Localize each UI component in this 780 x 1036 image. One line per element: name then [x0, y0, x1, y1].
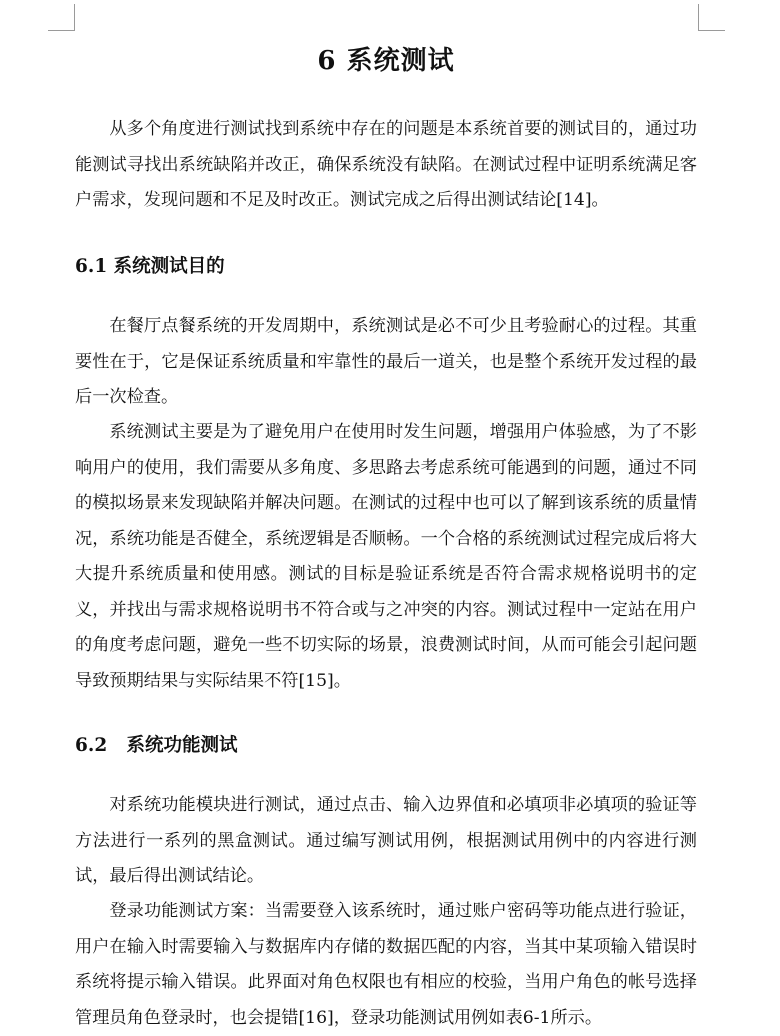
crop-mark-top-left — [48, 4, 75, 31]
crop-mark-top-right — [698, 4, 725, 31]
section-6-1-paragraph-1: 在餐厅点餐系统的开发周期中，系统测试是必不可少且考验耐心的过程。其重要性在于，它是保证系统质量和牢靠性的最后一道关，也是整个系统开发过程的最后一次检查。 — [75, 316, 697, 407]
section-title-6-1: 6.1 系统测试目的 — [75, 256, 225, 277]
section-6-2-paragraph-2: 登录功能测试方案：当需要登入该系统时，通过账户密码等功能点进行验证，用户在输入时需要输入与数据库内存储的数据匹配的内容，当其中某项输入错误时系统将提示输入错误。此界面对角色权限也有相应的校验，当用户角色的帐号选择管理员角色登录时，也会提错[16]，登录功能测试用例如表6-1所示。 — [75, 901, 697, 1028]
section-6-2-paragraph-1: 对系统功能模块进行测试，通过点击、输入边界值和必填项非必填项的验证等方法进行一系列的黑盒测试。通过编写测试用例，根据测试用例中的内容进行测试，最后得出测试结论。 — [75, 795, 697, 886]
chapter-intro-paragraph: 从多个角度进行测试找到系统中存在的问题是本系统首要的测试目的，通过功能测试寻找出系统缺陷并改正，确保系统没有缺陷。在测试过程中证明系统满足客户需求，发现问题和不足及时改正。测试完成之后得出测试结论[14]。 — [75, 119, 697, 210]
section-title-6-2: 6.2 系统功能测试 — [75, 735, 238, 756]
section-6-1-paragraph-2: 系统测试主要是为了避免用户在使用时发生问题，增强用户体验感，为了不影响用户的使用，我们需要从多角度、多思路去考虑系统可能遇到的问题，通过不同的模拟场景来发现缺陷并解决问题。在测试的过程中也可以了解到该系统的质量情况，系统功能是否健全，系统逻辑是否顺畅。一个合格的系统测试过程完成后将大大提升系统质量和使用感。测试的目标是验证系统是否符合需求规格说明书的定义，并找出与需求规格说明书不符合或与之冲突的内容。测试过程中一定站在用户的角度考虑问题，避免一些不切实际的场景，浪费测试时间，从而可能会引起问题导致预期结果与实际结果不符[15]。 — [75, 422, 697, 691]
chapter-title: 6 系统测试 — [317, 46, 455, 76]
